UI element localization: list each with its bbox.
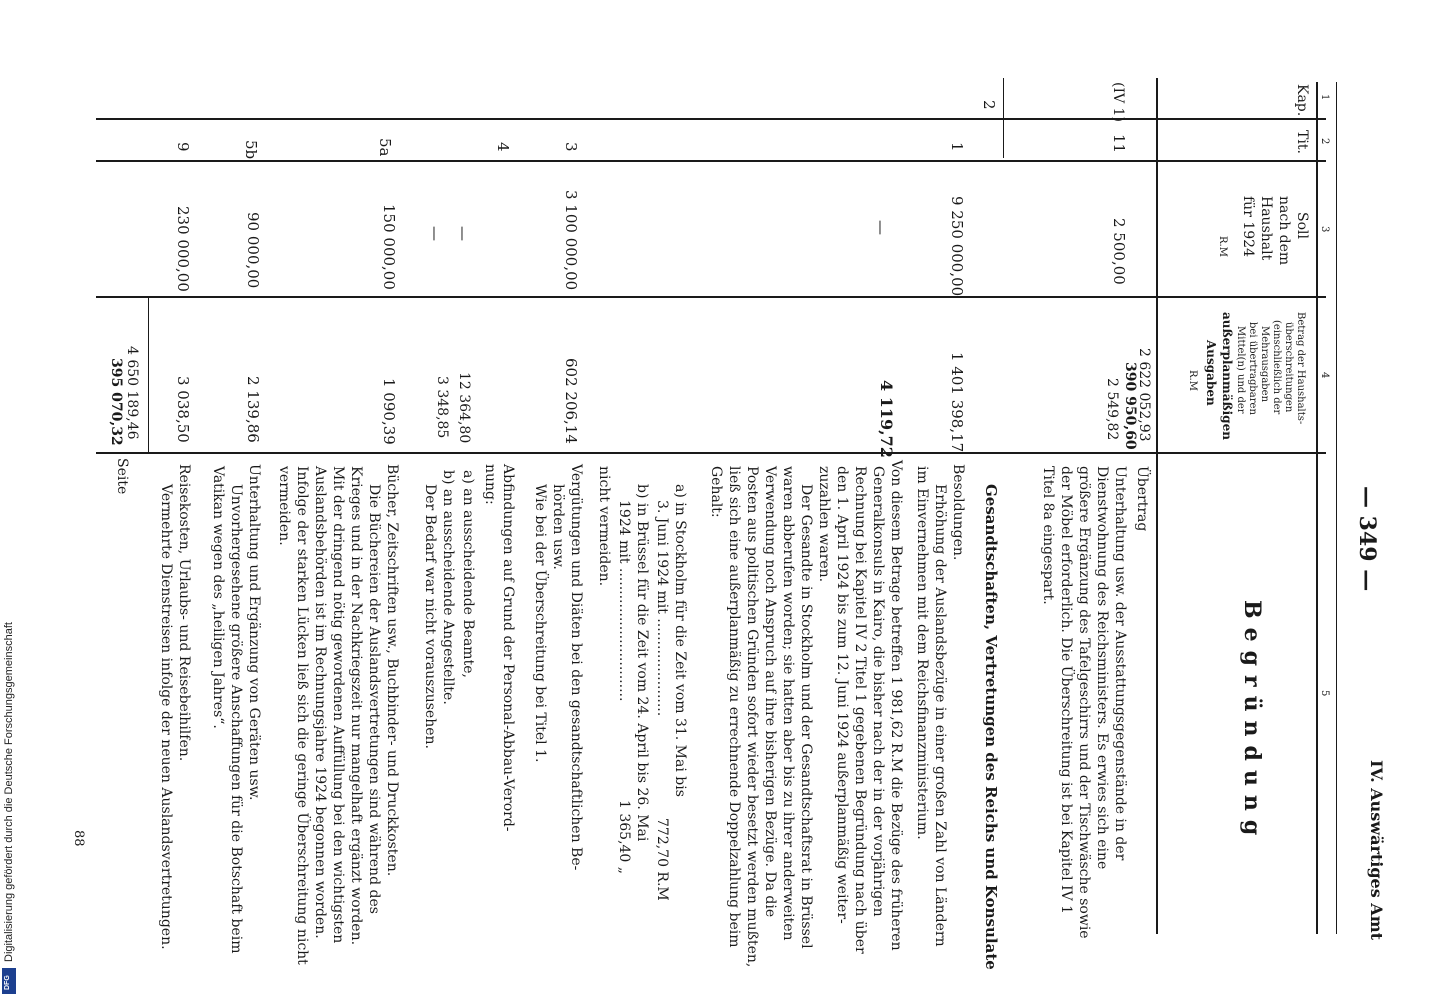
tit5a-text-1: Die Büchereien der Auslandsvertretungen sind während des [366,484,382,914]
tit5b-betrag: 2 139,86 [244,376,262,443]
col-betrag-bold-1: Ausgaben [1204,340,1218,406]
tit9-text-1: Vermehrte Dienstreisen infolge der neuen Auslandsvertretungen. [158,484,174,950]
col-betrag-1: überschreitungen [1283,322,1294,413]
tit3-text-1: hörden usw. [550,484,566,570]
row1-betrag-top: 2 622 052,93 [1136,348,1152,442]
rule-col3 [96,296,1326,298]
kairo-text-7: Verwendung noch Anspruch auf ihre bisherigen Bezüge. Da die [762,466,778,918]
rule-edge [1336,82,1337,934]
dfg-logo [2,968,16,994]
kairo-text-10: Gehalt: [708,466,724,518]
tit9-betrag: 3 038,50 [174,376,192,443]
row1-tit: 11 [1110,134,1128,154]
page-mark: 88 [71,830,86,847]
tit5a-text-4: Auslandsbehörden ist im Rechnungsjahre 1924 begonnen worden. [312,466,328,939]
col-number-5: 5 [1319,690,1330,697]
col-soll-1: nach dem [1276,196,1292,266]
col-betrag-5: Mittel(n) und der [1235,326,1246,414]
rule-sum [148,296,149,452]
kap2-number: 2 [980,100,998,110]
col-tit: Tit. [1294,130,1310,154]
tit4a-text: a) an ausscheidende Beamte, [460,470,476,678]
tit4a-soll: — [454,226,472,241]
stockholm-after: nicht vermeiden. [596,466,612,587]
tit4b-text-0: b) an ausscheidende Angestellte. [440,470,456,705]
tit4-text-1: nung: [482,464,498,505]
tit1-betrag: 1 401 398,17 [948,352,966,453]
tit5a-soll: 150 000,00 [380,204,398,290]
rule-col4 [96,452,1326,454]
tit5b-number: 5b [242,140,260,160]
stockholm-label: a) in Stockholm für die Zeit vom 31. Mai bis [672,484,688,797]
stockholm-cont: 3. Juni 1924 mit ...................... [654,500,670,717]
tit1-text-2: im Einvernehmen mit dem Reichsfinanzministerium. [914,466,930,840]
tit5a-number: 5a [376,138,394,157]
kairo-text-2: Rechnung bei Kapitel IV 2 Titel 1 gegebenen Begründung nach über [852,466,868,954]
row1-betrag-top-bold: 390 950,60 [1122,362,1138,450]
rule-col1 [96,118,1326,120]
col-soll-unit: R.M [1217,236,1228,257]
col-betrag-2: (einschließlich der [1271,320,1282,415]
col-number-3: 3 [1319,226,1330,233]
stockholm-amount: 772,70 R.M [654,818,670,901]
tit5a-text-5: Infolge der starken Lücken ließ sich die geringe Überschreitung nicht [294,466,310,965]
row-kairo-betrag: 4 119,72 [877,380,896,458]
tit3-number: 3 [562,142,580,152]
tit1-text-0: Besoldungen. [950,464,966,561]
row1-uebertrag: Übertrag [1134,466,1150,532]
digitization-credit: Digitalisierung gefördert durch die Deutsche Forschungsgemeinschaft [3,622,15,962]
row1-soll: 2 500,00 [1110,218,1128,285]
col-number-2: 2 [1319,138,1330,145]
total-label: Seite [114,458,130,495]
total-sum-bold: 395 070,32 [108,358,124,446]
tit5a-betrag: 1 090,39 [380,378,398,445]
tit4b-betrag: 3 348,85 [434,376,450,439]
bruessel-cont: 1924 mit .............................. [616,500,632,702]
heading-begruendung: Begründung [1239,600,1265,845]
col-number-1: 1 [1319,94,1330,101]
col-soll-2: Haushalt [1258,196,1274,261]
tit5a-text-3: Mit der dringend nötig gewordenen Auffüllung bei den wichtigsten [330,466,346,944]
tit4-number: 4 [494,142,512,152]
col-betrag-3: Mehrausgaben [1259,326,1270,403]
tit5a-text-2: Krieges und in der Nachkriegszeit nur mangelhaft ergänzt worden. [348,466,364,946]
tit4a-betrag: 12 364,80 [456,372,472,444]
tit3-betrag: 602 206,14 [562,358,580,444]
tit5a-text-0: Bücher, Zeitschriften usw., Buchbinder- und Druckkosten. [384,464,400,877]
tit9-text-0: Reisekosten, Urlaubs- und Reisebeihilfen. [176,464,192,762]
kap2-heading: Gesandtschaften, Vertretungen des Reichs und Konsulate [982,484,1000,970]
col-kap: Kap. [1294,84,1310,117]
bruessel-amount: 1 365,40 „ [616,800,632,875]
row1-text-0: Unterhaltung usw. der Ausstattungsgegenstände in der [1112,466,1128,861]
col-betrag-unit: R.M [1187,370,1198,391]
dfg-logo-label: DFG [4,975,11,990]
col-soll-3: für 1924 [1240,196,1256,257]
row1-text-1: Dienstwohnung des Reichsministers. Es erwies sich eine [1094,466,1110,870]
col-soll-0: Soll [1294,212,1310,239]
tit3-soll: 3 100 000,00 [562,190,580,291]
tit4-text-0: Abfindungen auf Grund der Personal-Abbau-Verord- [500,464,516,832]
kairo-text-8: Posten aus politischen Gründen sofort wieder besetzt werden mußten, [744,466,760,968]
row1-text-3: der Möbel erforderlich. Die Überschreitung ist bei Kapitel IV 1 [1058,466,1074,914]
total-sum: 4 650 189,46 [124,346,140,440]
col-betrag-0: Betrag der Haushalts- [1295,312,1306,425]
section-title: IV. Auswärtiges Amt [1367,760,1386,941]
col-number-4: 4 [1319,372,1330,379]
tit5b-soll: 90 000,00 [244,212,262,289]
row1-text-2: größere Ergänzung des Tafelgeschirrs und der Tischwäsche sowie [1076,466,1092,939]
tit3-text-0: Vergütungen und Diäten bei den gesandtschaftlichen Be- [568,464,584,871]
bruessel-label: b) in Brüssel für die Zeit vom 24. April bis 26. Mai [634,484,650,842]
kairo-text-3: den 1. April 1924 bis zum 12. Juni 1924 außerplanmäßig weiter- [834,466,850,924]
tit5b-text-1: Unvorhergesehene größere Anschaffungen für die Botschaft beim [228,484,244,954]
kairo-text-9: ließ sich eine außerplanmäßig zu errechnende Doppelzahlung beim [726,466,742,948]
kairo-text-5: Der Gesandte in Stockholm und der Gesandtschaftsrat in Brüssel [798,484,814,949]
tit5b-text-2: Vatikan wegen des „heiligen Jahres“. [210,466,226,729]
tit1-soll: 9 250 000,00 [948,196,966,297]
rule-header [1156,78,1158,934]
row1-text-4: Titel 8a eingespart. [1040,466,1056,605]
page-number: — 349 — [1354,486,1380,592]
rule-col2 [96,160,1326,162]
kairo-text-6: waren abberufen worden; sie hatten aber bis zu ihrer anderweiten [780,466,796,941]
col-betrag-bold-0: außerplanmäßigen [1220,312,1234,440]
kairo-text-4: zuzahlen waren. [816,466,832,583]
tit5b-text-0: Unterhaltung und Ergänzung von Geräten usw. [246,464,262,801]
tit1-number: 1 [948,142,966,152]
row-kairo-soll: — [872,220,890,235]
row1-betrag: 2 549,82 [1104,378,1120,441]
tit9-number: 9 [174,142,192,152]
tit4b-text-1: Der Bedarf war nicht vorauszusehen. [422,484,438,749]
row1-kap: (IV 1) [1110,82,1126,122]
rule-top [1316,82,1318,934]
tit3-text-2: Wie bei der Überschreitung bei Titel 1. [532,484,548,763]
kairo-text-0: Von diesem Betrage betreffen 1 981,62 R.M die Bezüge des früheren [888,460,904,951]
col-betrag-4: bei übertragbaren [1247,322,1258,415]
kairo-text-1: Generalkonsuls in Kairo, die bisher nach der in der vorjährigen [870,466,886,917]
tit1-text-1: Erhöhung der Auslandsbezüge in einer großen Zahl von Ländern [932,484,948,947]
tit9-soll: 230 000,00 [174,206,192,292]
tit5a-text-6: vermeiden. [276,466,292,546]
tit4b-soll: — [426,226,444,241]
